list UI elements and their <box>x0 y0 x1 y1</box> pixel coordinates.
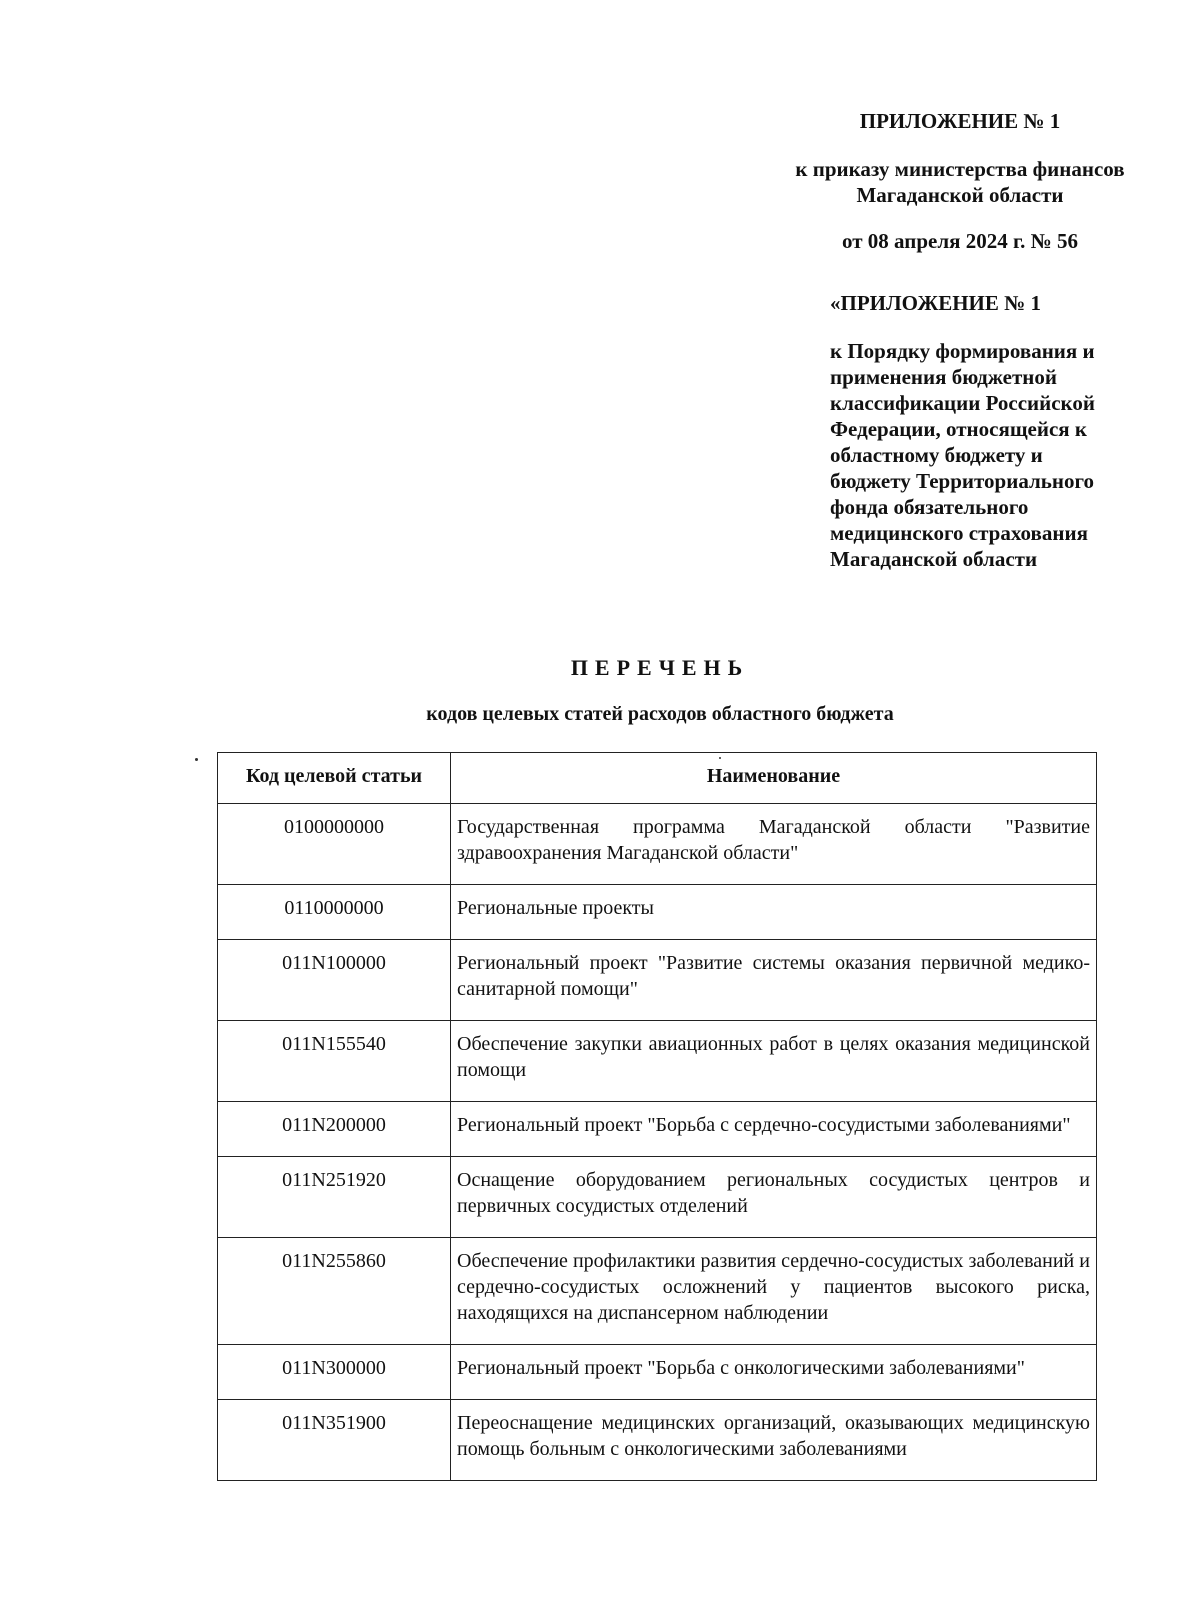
table-header-row <box>218 753 1097 804</box>
cell-name: Оснащение оборудованием региональных сосудистых центров и первичных сосудистых отделений <box>451 1157 1097 1238</box>
table-row <box>218 1021 1097 1102</box>
cell-name: Региональный проект "Борьба с сердечно-сосудистыми заболеваниями" <box>451 1102 1097 1157</box>
cell-code: 011N351900 <box>218 1400 451 1481</box>
scan-speck <box>719 757 721 759</box>
table-row <box>218 1102 1097 1157</box>
cell-code: 011N200000 <box>218 1102 451 1157</box>
table-row <box>218 885 1097 940</box>
list-subtitle: кодов целевых статей расходов областного бюджета <box>426 703 894 725</box>
cell-name: Региональный проект "Развитие системы оказания первичной медико-санитарной помощи" <box>451 940 1097 1021</box>
table-row <box>218 1157 1097 1238</box>
procedure-reference-text: к Порядку формирования и применения бюджетной классификации Российской Федерации, относящейся к областному бюджету и бюджету Территориального фонда обязательного медицинского страхования Магаданской области <box>830 339 1095 571</box>
order-reference-line1: к приказу министерства финансов <box>795 157 1125 181</box>
appendix-title: ПРИЛОЖЕНИЕ № 1 <box>859 109 1061 133</box>
cell-code: 0110000000 <box>218 885 451 940</box>
cell-name: Обеспечение закупки авиационных работ в целях оказания медицинской помощи <box>451 1021 1097 1102</box>
cell-name: Государственная программа Магаданской области "Развитие здравоохранения Магаданской области" <box>451 804 1097 885</box>
cell-code: 011N155540 <box>218 1021 451 1102</box>
cell-code: 011N251920 <box>218 1157 451 1238</box>
table-row <box>218 1238 1097 1345</box>
cell-name: Обеспечение профилактики развития сердечно-сосудистых заболеваний и сердечно-сосудистых осложнений у пациентов высокого риска, находящихся на диспансерном наблюдении <box>451 1238 1097 1345</box>
order-reference-line2: Магаданской области <box>856 183 1064 207</box>
procedure-appendix-block <box>830 290 1140 572</box>
appendix-header <box>760 108 1160 572</box>
table-row <box>218 1400 1097 1481</box>
cell-code: 011N300000 <box>218 1345 451 1400</box>
procedure-appendix-title: «ПРИЛОЖЕНИЕ № 1 <box>830 291 1042 315</box>
cell-code: 011N255860 <box>218 1238 451 1345</box>
cell-code: 0100000000 <box>218 804 451 885</box>
cell-name: Региональные проекты <box>451 885 1097 940</box>
list-title: ПЕРЕЧЕНЬ <box>570 655 750 680</box>
order-date: от 08 апреля 2024 г. № 56 <box>841 229 1079 253</box>
table-row <box>218 804 1097 885</box>
cell-code: 011N100000 <box>218 940 451 1021</box>
table-row <box>218 1345 1097 1400</box>
cell-name: Переоснащение медицинских организаций, оказывающих медицинскую помощь больным с онкологическими заболеваниями <box>451 1400 1097 1481</box>
codes-table <box>217 752 1097 1481</box>
column-header-name: Наименование <box>451 753 1097 804</box>
scan-speck <box>195 758 198 761</box>
cell-name: Региональный проект "Борьба с онкологическими заболеваниями" <box>451 1345 1097 1400</box>
table-row <box>218 940 1097 1021</box>
column-header-code: Код целевой статьи <box>218 753 451 804</box>
